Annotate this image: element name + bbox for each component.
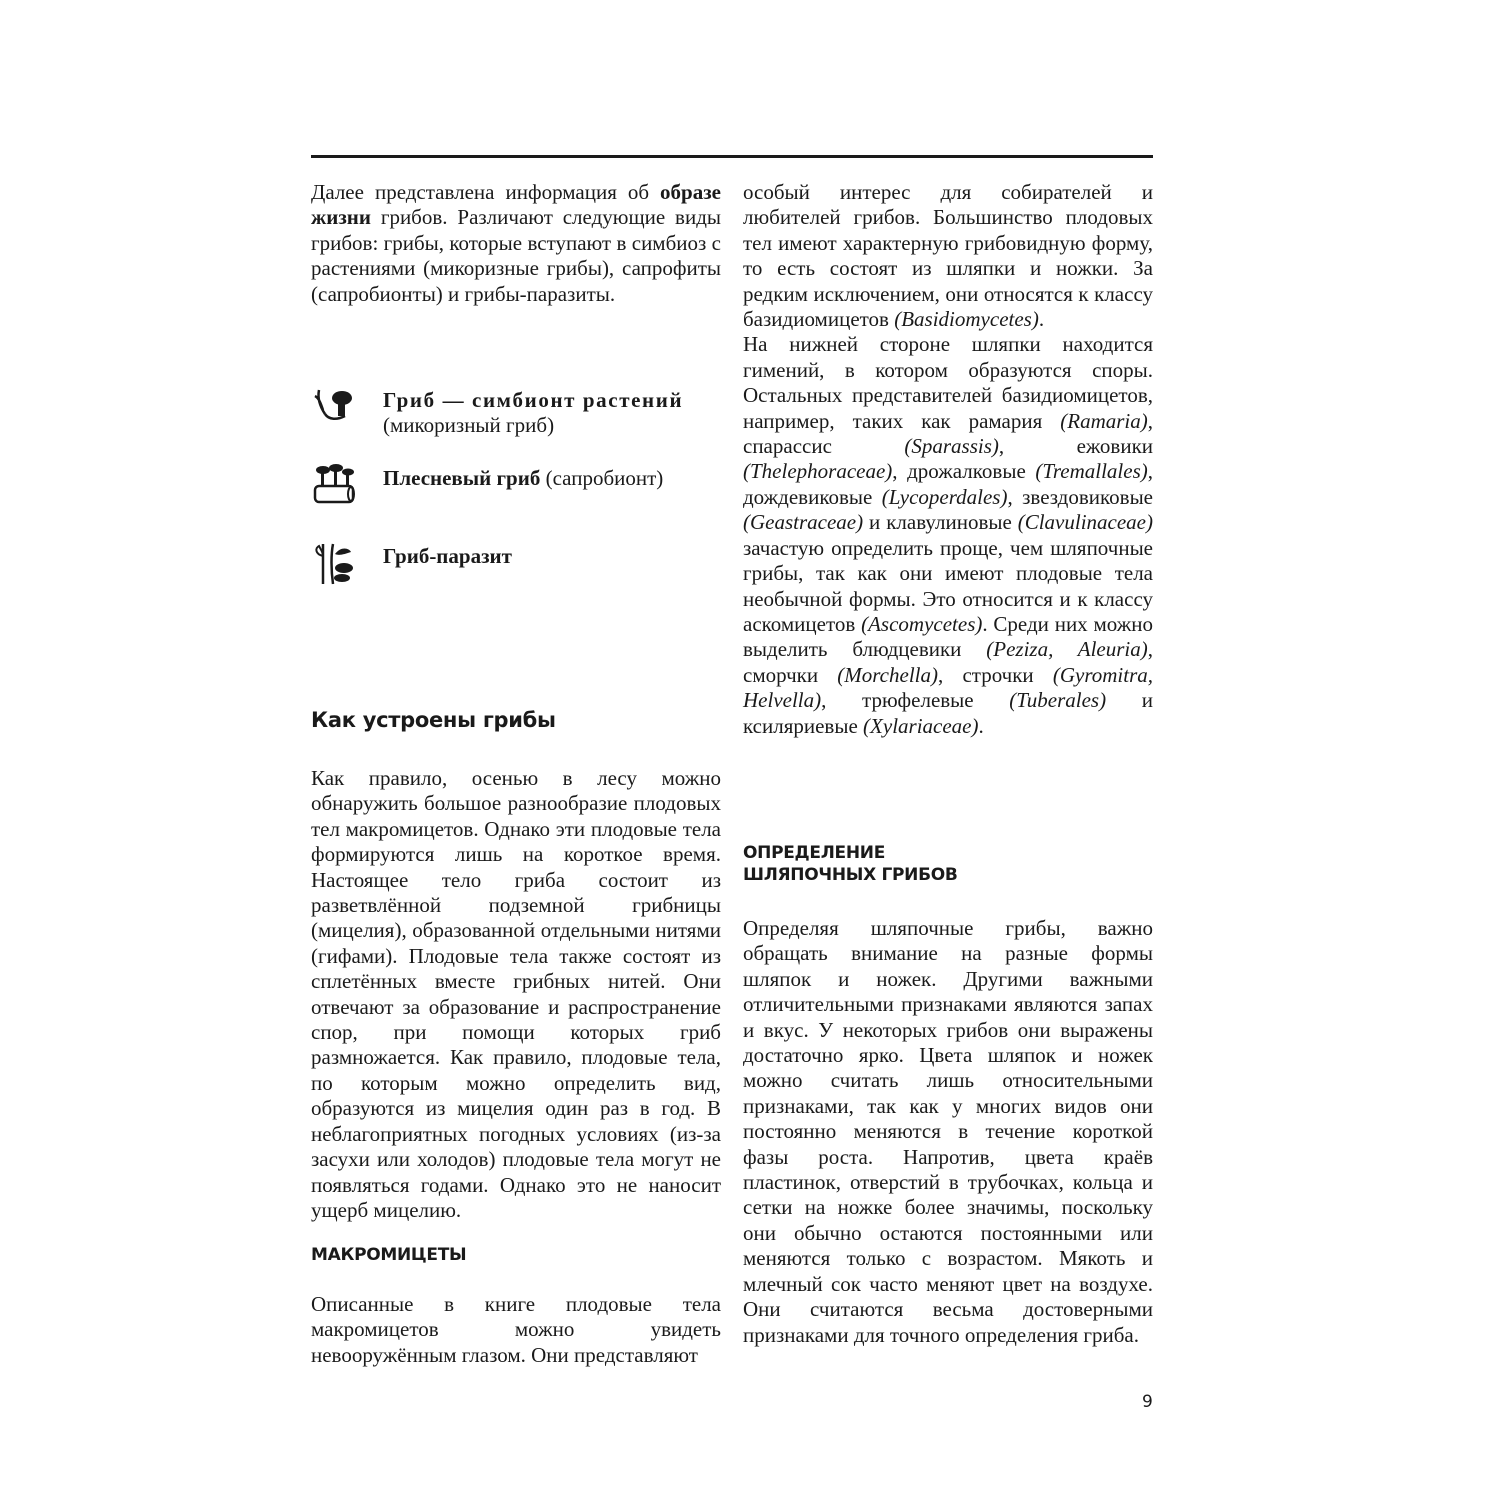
text-run: . Среди них можно выделить блюдцевики bbox=[743, 611, 1153, 662]
subheading-macromycetes: МАКРОМИЦЕТЫ bbox=[311, 1245, 467, 1265]
latin-name: (Xylariaceae) bbox=[863, 713, 979, 738]
latin-name: (Gyromitra, Helvella) bbox=[743, 662, 1153, 713]
text-run: и ксиляриевые bbox=[743, 688, 1153, 738]
right-paragraph-1: особый интерес для собирателей и любителей грибов. Большинство плодовых тел имеют характерную грибовидную форму, то есть состоят из шляпки и ножки. За редким исключением, они относятся к классу базидиомицетов (Basidiomycetes). bbox=[743, 180, 1153, 332]
text-run: , спарассис bbox=[743, 408, 1153, 459]
symbiont-mushroom-icon bbox=[311, 384, 357, 430]
text-run: , сморчки bbox=[743, 637, 1153, 687]
text-run: , дождевиковые bbox=[743, 459, 1153, 509]
paragraph-macromycetes: Описанные в книге плодовые тела макромицетов можно увидеть невооружённым глазом. Они представляют bbox=[311, 1292, 721, 1367]
text-run: и клавулиновые bbox=[863, 510, 1018, 535]
parasite-mushroom-icon bbox=[311, 540, 357, 586]
latin-name: (Tremallales) bbox=[1035, 459, 1148, 484]
text-run: , трюфелевые bbox=[821, 688, 1010, 713]
text-run: зачастую определить проще, чем шляпочные грибы, так как они имеют плодовые тела необычной формы. Это относится и к классу аскомицетов bbox=[743, 535, 1153, 636]
latin-name: (Ascomycetes) bbox=[861, 611, 983, 636]
latin-name: (Clavulinaceae) bbox=[1017, 510, 1153, 535]
latin-name: (Tuberales) bbox=[1009, 688, 1107, 713]
legend-text-symbiont: Гриб — симбионт растений (микоризный гриб) bbox=[383, 388, 684, 438]
header-rule bbox=[311, 155, 1153, 158]
latin-name: (Peziza, Aleuria) bbox=[986, 637, 1148, 662]
text-run: , звездовиковые bbox=[1007, 484, 1154, 509]
latin-name: (Geastraceae) bbox=[743, 510, 864, 535]
text-run: , ежовики bbox=[998, 434, 1154, 459]
text-run: На нижней стороне шляпки находится гимений, в котором образуются споры. Остальных представителей базидиомицетов, например, таких как рамария bbox=[743, 332, 1153, 433]
latin-name: (Sparassis) bbox=[904, 434, 999, 459]
latin-name: (Morchella) bbox=[837, 662, 938, 687]
right-paragraph-2 bbox=[743, 332, 1153, 739]
page-number: 9 bbox=[1142, 1392, 1153, 1412]
text-run: . bbox=[978, 713, 984, 738]
section-heading-structure: Как устроены грибы bbox=[311, 708, 556, 732]
latin-name: (Ramaria) bbox=[1060, 408, 1148, 433]
latin-name: (Lycoperdales) bbox=[881, 484, 1008, 509]
saprobiont-mushroom-icon bbox=[311, 462, 357, 508]
text-run: , дрожалковые bbox=[892, 459, 1036, 484]
text-run: , строчки bbox=[937, 662, 1053, 687]
latin-name: (Thelephoraceae) bbox=[743, 459, 893, 484]
legend-text-saprobiont: Плесневый гриб (сапробионт) bbox=[383, 466, 664, 490]
heading-determination: ОПРЕДЕЛЕНИЕ ШЛЯПОЧНЫХ ГРИБОВ bbox=[743, 843, 958, 885]
intro-paragraph: Далее представлена информация об образе жизни грибов. Различают следующие виды грибов: грибы, которые вступают в симбиоз с растениями (микоризные грибы), сапрофиты (сапробионты) и грибы-паразиты. bbox=[311, 180, 721, 306]
right-paragraph-3: Определяя шляпочные грибы, важно обращать внимание на разные формы шляпок и ножек. Другими важными отличительными признаками являются запах и вкус. У некоторых грибов они выражены достаточно ярко. Цвета шляпок и ножек можно считать лишь относительными признаками, так как у многих видов они постоянно меняются в течение короткой фазы роста. Напротив, цвета краёв пластинок, отверстий в трубочках, кольца и сетки на ножке более значимы, поскольку они обычно остаются постоянными или меняются только с возрастом. Мякоть и млечный сок часто меняют цвет на воздухе. Они считаются весьма достоверными признаками для точного определения гриба. bbox=[743, 916, 1153, 1347]
left-column bbox=[311, 180, 721, 1367]
legend-text-parasite: Гриб-паразит bbox=[383, 544, 512, 568]
section-paragraph-structure: Как правило, осенью в лесу можно обнаружить большое разнообразие плодовых тел макромицетов. Однако эти плодовые тела формируются лишь на короткое время. Настоящее тело гриба состоит из разветвлённой подземной грибницы (мицелия), образованной отдельными нитями (гифами). Плодовые тела также состоят из сплетённых вместе грибных нитей. Они отвечают за образование и распространение спор, при помощи которых гриб размножается. Как правило, плодовые тела, по которым можно определить вид, образуются из мицелия один раз в год. В неблагоприятных погодных условиях (из-за засухи или холодов) плодовые тела могут не появляться годами. Однако это не наносит ущерб мицелию. bbox=[311, 766, 721, 1222]
right-column bbox=[743, 180, 1154, 1347]
